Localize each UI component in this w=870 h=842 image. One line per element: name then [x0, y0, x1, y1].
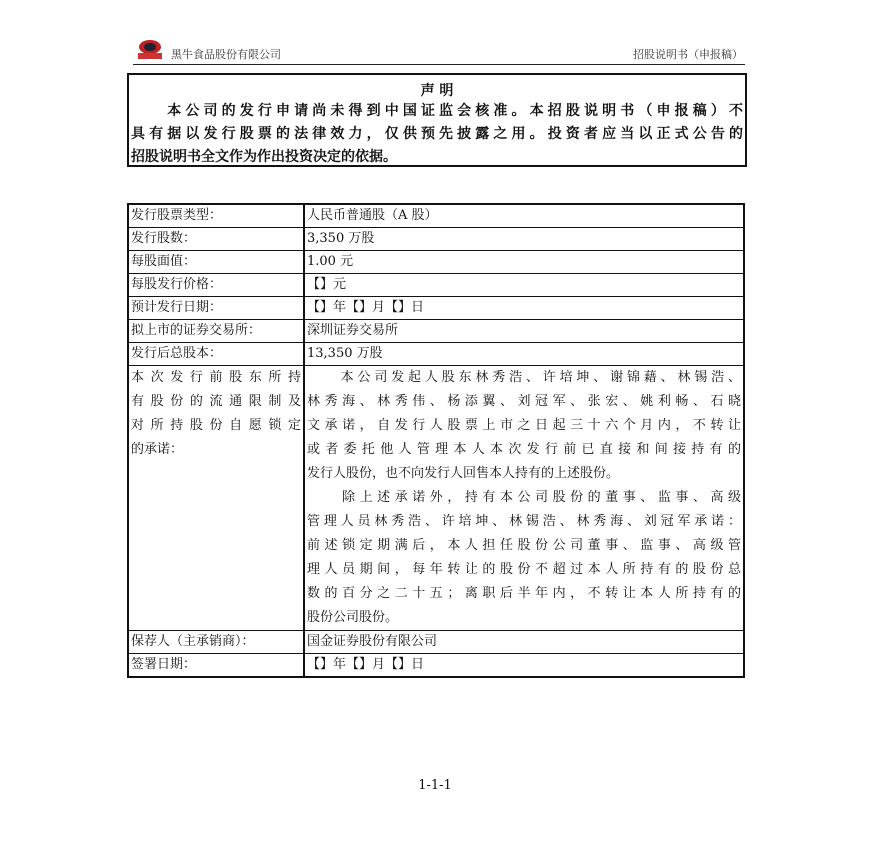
row-value: 人民币普通股（A 股） [304, 204, 744, 228]
row-value: 1.00 元 [304, 251, 744, 274]
declaration-title: 声 明 [420, 83, 454, 99]
declaration-line: 招股说明书全文作为作出投资决定的依据。 [131, 149, 397, 165]
document-title: 招股说明书（申报稿） [633, 48, 743, 61]
commitment-line: 或者委托他人管理本人本次发行前已直接和间接持有的 [307, 442, 741, 457]
row-label: 预计发行日期： [128, 297, 304, 320]
commitment-line: 前述锁定期满后，本人担任股份公司董事、监事、高级管 [307, 538, 741, 553]
row-value: 深圳证券交易所 [304, 320, 744, 343]
row-value: 13,350 万股 [304, 343, 744, 366]
row-value: 【】年【】月【】日 [304, 297, 744, 320]
commitment-line: 数的百分之二十五；离职后半年内，不转让本人所持有的 [307, 586, 741, 601]
table-row [128, 297, 744, 320]
label-line: 对所持股份自愿锁定 [131, 418, 301, 433]
row-value: 3,350 万股 [304, 228, 744, 251]
table-row-lockup [128, 366, 744, 631]
row-label: 拟上市的证券交易所： [128, 320, 304, 343]
row-label [128, 366, 304, 631]
row-label: 每股面值： [128, 251, 304, 274]
row-label: 发行股数： [128, 228, 304, 251]
table-row [128, 204, 744, 228]
page-header [133, 38, 745, 65]
company-name: 黑牛食品股份有限公司 [171, 48, 281, 61]
row-value: 【】元 [304, 274, 744, 297]
label-line: 本次发行前股东所持 [131, 370, 301, 385]
row-value: 国金证券股份有限公司 [304, 631, 744, 654]
row-label: 每股发行价格： [128, 274, 304, 297]
table-row [128, 631, 744, 654]
commitment-line: 本公司发起人股东林秀浩、许培坤、谢锦藉、林锡浩、 [307, 370, 741, 385]
row-value [304, 366, 744, 631]
table-row [128, 251, 744, 274]
row-label: 签署日期： [128, 654, 304, 678]
table-row [128, 320, 744, 343]
commitment-line: 林秀海、林秀伟、杨添翼、刘冠军、张宏、姚利畅、石晓 [307, 394, 741, 409]
table-row [128, 343, 744, 366]
label-line: 有股份的流通限制及 [131, 394, 301, 409]
declaration-line: 具有据以发行股票的法律效力，仅供预先披露之用。投资者应当以正式公告的 [131, 126, 743, 142]
commitment-line: 发行人股份，也不向发行人回售本人持有的上述股份。 [307, 466, 620, 481]
row-label: 发行股票类型： [128, 204, 304, 228]
table-row [128, 274, 744, 297]
label-line: 的承诺： [131, 442, 184, 457]
commitment-line: 文承诺，自发行人股票上市之日起三十六个月内，不转让 [307, 418, 741, 433]
commitment-line: 除上述承诺外，持有本公司股份的董事、监事、高级 [307, 490, 741, 505]
row-value: 【】年【】月【】日 [304, 654, 744, 678]
company-logo-icon [135, 38, 165, 60]
commitment-line: 股份公司股份。 [307, 610, 399, 625]
declaration-box [127, 73, 747, 167]
commitment-line: 理人员期间，每年转让的股份不超过本人所持有的股份总 [307, 562, 741, 577]
table-row [128, 654, 744, 678]
row-label: 保荐人（主承销商）： [128, 631, 304, 654]
table-row [128, 228, 744, 251]
commitment-line: 管理人员林秀浩、许培坤、林锡浩、林秀海、刘冠军承诺： [307, 514, 741, 529]
declaration-line: 本公司的发行申请尚未得到中国证监会核准。本招股说明书（申报稿）不 [131, 103, 743, 119]
page-number: 1-1-1 [418, 778, 452, 793]
row-label: 发行后总股本： [128, 343, 304, 366]
offering-summary-table [127, 203, 745, 678]
